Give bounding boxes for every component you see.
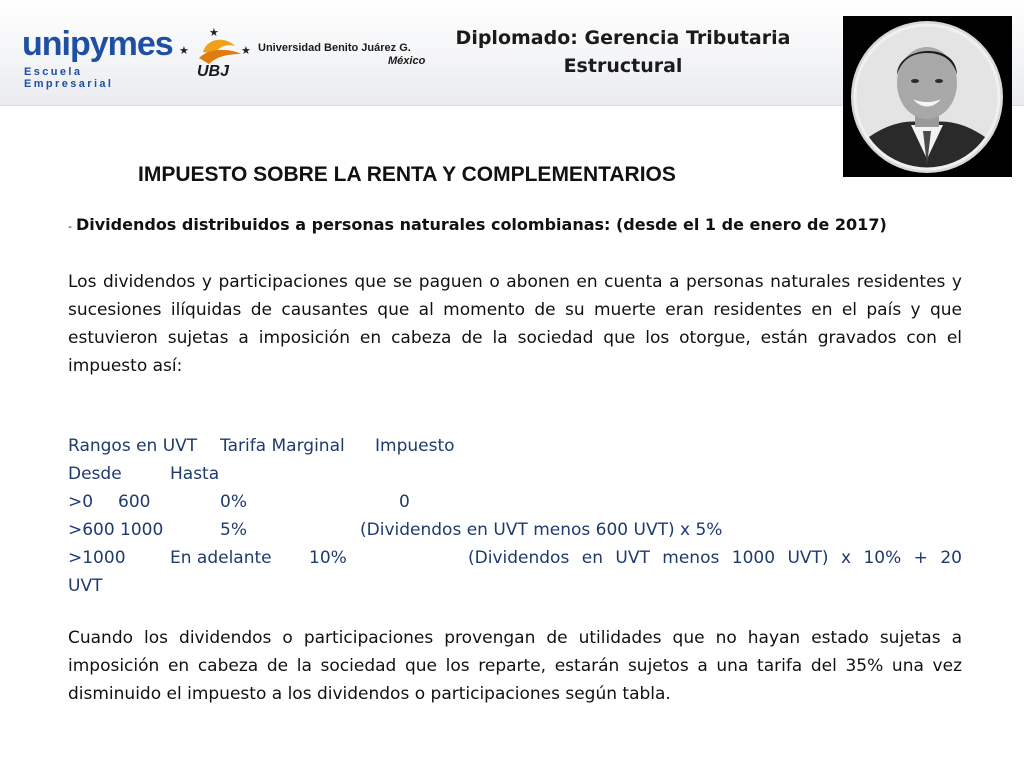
cell-tarifa: 5%: [220, 520, 247, 540]
unipymes-logo: [22, 25, 173, 90]
svg-text:★: ★: [179, 45, 189, 57]
table-row: [68, 516, 962, 544]
svg-text:★: ★: [209, 27, 219, 39]
header-tarifa: Tarifa Marginal: [220, 436, 345, 456]
partner-university-country: México: [388, 55, 426, 67]
subheading-bullet: -: [68, 220, 72, 233]
course-title: [440, 24, 806, 80]
cell-hasta: 600: [118, 492, 151, 512]
subheader-desde: Desde: [68, 464, 122, 484]
paragraph-intro: Los dividendos y participaciones que se paguen o abonen en cuenta a personas naturales residentes y sucesiones ilíquidas de causantes que al momento de su muerte eran residentes en el país y que estuvieron sujetas a imposición en cabeza de la sociedad que los otorgue, están gravados con el impuesto así:: [68, 272, 962, 376]
unipymes-wordmark: unipymes: [22, 25, 173, 63]
svg-text:UBJ: UBJ: [197, 63, 230, 80]
subheading: [68, 215, 968, 234]
cell-desde: >600: [68, 520, 115, 540]
presenter-portrait-icon: [849, 19, 1005, 175]
header-impuesto: Impuesto: [375, 436, 455, 456]
table-subheader-row: [68, 460, 962, 488]
cell-tarifa: 0%: [220, 492, 247, 512]
ubj-logo-icon: [175, 24, 265, 84]
cell-impuesto: 0: [399, 492, 410, 512]
course-title-line2: Estructural: [563, 55, 683, 77]
table-header-row: [68, 432, 962, 460]
cell-hasta: 1000: [120, 520, 164, 540]
cell-impuesto: (Dividendos en UVT menos 1000 UVT) x 10% + 20: [468, 548, 962, 568]
header-rangos: Rangos en UVT: [68, 436, 198, 456]
partner-university-name: Universidad Benito Juárez G.: [258, 42, 411, 54]
unipymes-subtitle: Escuela Empresarial: [24, 66, 114, 90]
slide-title: IMPUESTO SOBRE LA RENTA Y COMPLEMENTARIOS: [138, 163, 676, 186]
cell-hasta: En adelante: [170, 548, 272, 568]
tax-rate-table: [68, 432, 962, 600]
table-row: [68, 544, 962, 600]
cell-impuesto-continuation: UVT: [68, 576, 103, 596]
paragraph-closing: Cuando los dividendos o participaciones provengan de utilidades que no hayan estado sujetas a imposición en cabeza de la sociedad que los reparte, estarán sujetos a una tarifa del 35% una vez disminuido el impuesto a los dividendos o participaciones según tabla.: [68, 628, 962, 704]
svg-text:★: ★: [241, 45, 251, 57]
cell-desde: >0: [68, 492, 94, 512]
course-title-line1: Diplomado: Gerencia Tributaria: [455, 27, 791, 49]
table-row: [68, 488, 962, 516]
cell-impuesto: (Dividendos en UVT menos 600 UVT) x 5%: [360, 520, 723, 540]
cell-desde: >1000: [68, 548, 126, 568]
subheading-text: Dividendos distribuidos a personas naturales colombianas: (desde el 1 de enero de 2017): [75, 215, 887, 234]
presenter-photo-frame: [843, 16, 1012, 177]
cell-tarifa: 10%: [309, 548, 347, 568]
subheader-hasta: Hasta: [170, 464, 220, 484]
